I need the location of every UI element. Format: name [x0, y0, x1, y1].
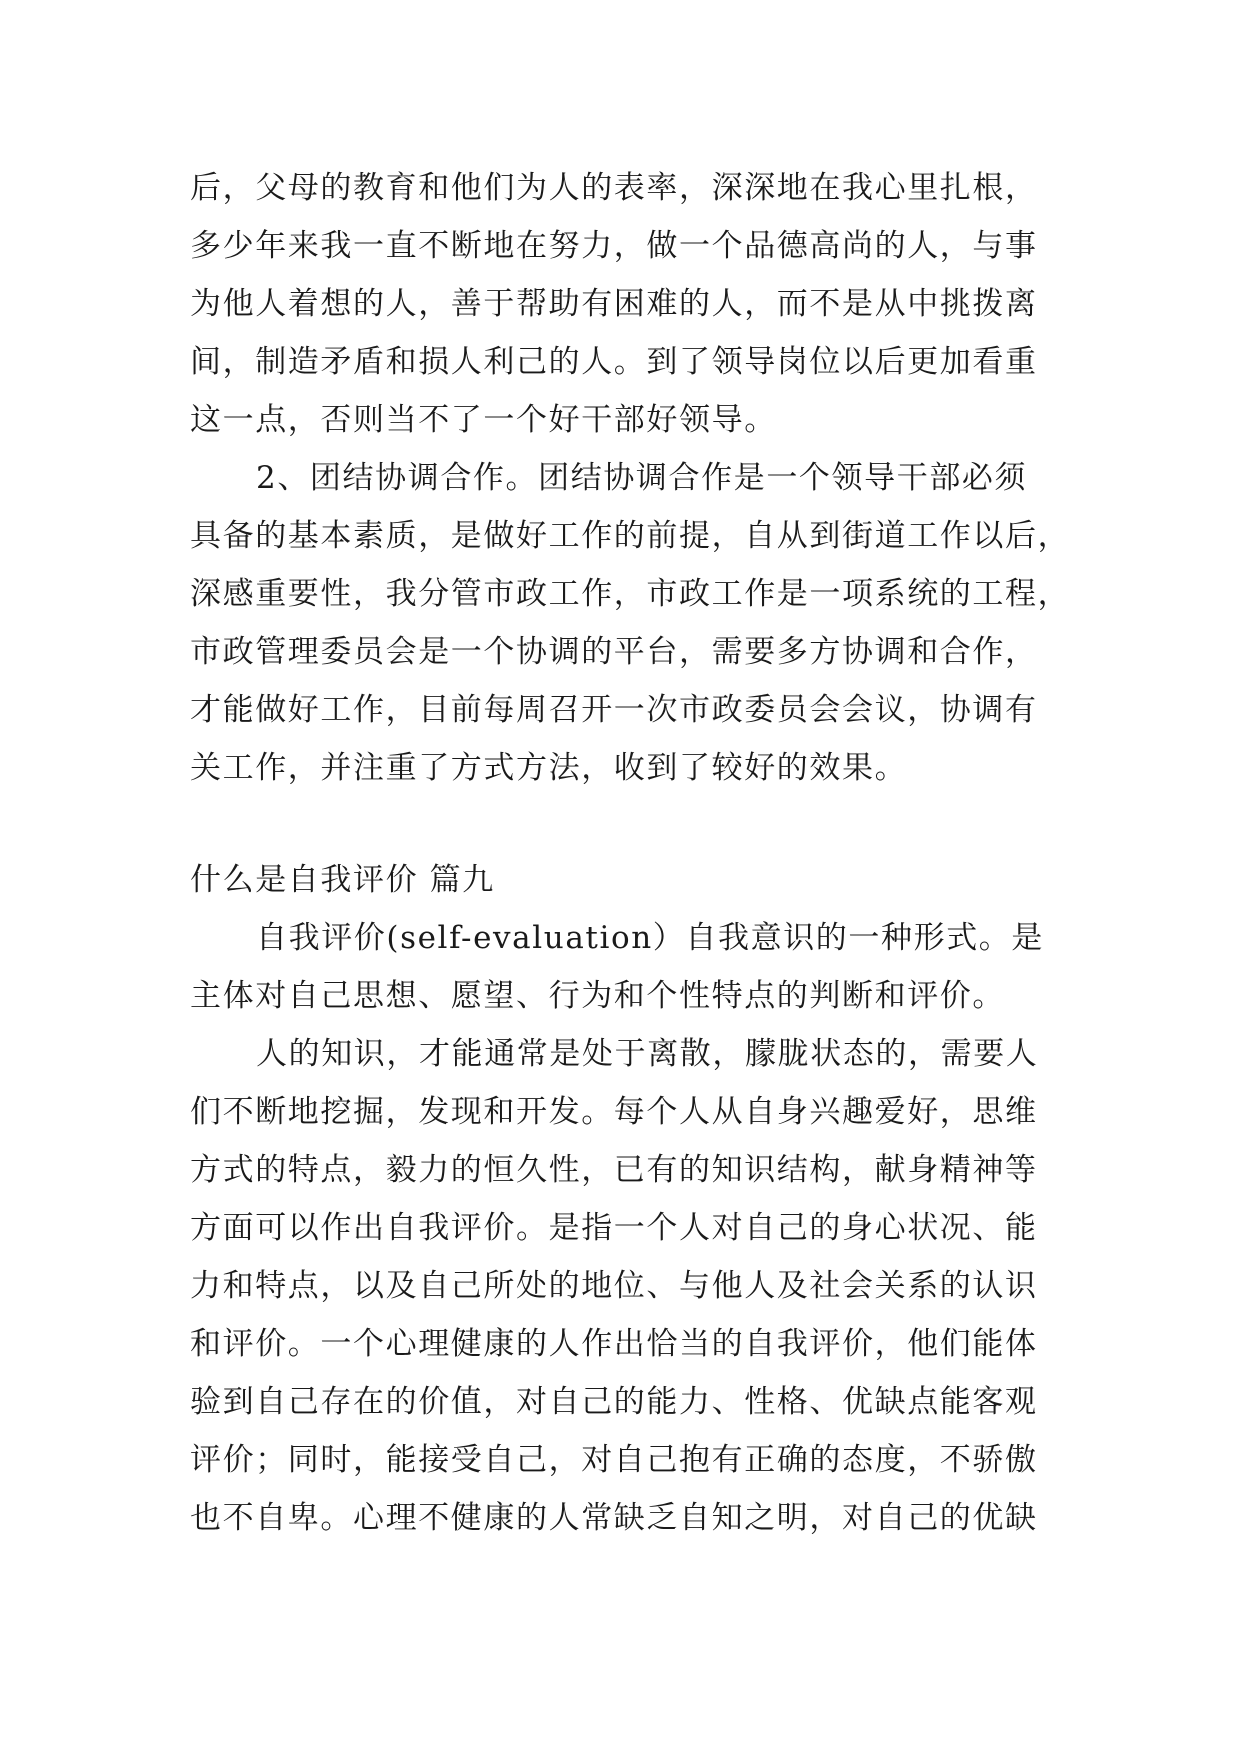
text-line: 这一点，否则当不了一个好干部好领导。: [190, 402, 777, 438]
text-line: 人的知识，才能通常是处于离散，朦胧状态的，需要人: [256, 1036, 1039, 1072]
text-line: 2、团结协调合作。团结协调合作是一个领导干部必须: [256, 460, 1028, 496]
text-line: 市政管理委员会是一个协调的平台，需要多方协调和合作，: [190, 634, 1038, 670]
text-line: 关工作，并注重了方式方法，收到了较好的效果。: [190, 750, 908, 786]
text-line: 也不自卑。心理不健康的人常缺乏自知之明，对自己的优缺: [190, 1500, 1038, 1536]
text-line: 后，父母的教育和他们为人的表率，深深地在我心里扎根，: [190, 170, 1038, 206]
text-line: 为他人着想的人，善于帮助有困难的人，而不是从中挑拨离: [190, 286, 1038, 322]
text-line: 力和特点，以及自己所处的地位、与他人及社会关系的认识: [190, 1268, 1038, 1304]
text-line: 主体对自己思想、愿望、行为和个性特点的判断和评价。: [190, 978, 1005, 1014]
text-line: 多少年来我一直不断地在努力，做一个品德高尚的人，与事: [190, 228, 1038, 264]
text-line: 才能做好工作，目前每周召开一次市政委员会会议，协调有: [190, 692, 1038, 728]
text-line: 评价；同时，能接受自己，对自己抱有正确的态度，不骄傲: [190, 1442, 1038, 1478]
text-line: 和评价。一个心理健康的人作出恰当的自我评价，他们能体: [190, 1326, 1038, 1362]
text-line: 自我评价(self-evaluation）自我意识的一种形式。是: [256, 920, 1045, 956]
text-line: 深感重要性，我分管市政工作，市政工作是一项系统的工程，: [190, 576, 1071, 612]
text-line: 方面可以作出自我评价。是指一个人对自己的身心状况、能: [190, 1210, 1038, 1246]
text-line: 验到自己存在的价值，对自己的能力、性格、优缺点能客观: [190, 1384, 1038, 1420]
text-line: 们不断地挖掘，发现和开发。每个人从自身兴趣爱好，思维: [190, 1094, 1038, 1130]
text-line: 方式的特点，毅力的恒久性，已有的知识结构，献身精神等: [190, 1152, 1038, 1188]
text-line: 间，制造矛盾和损人利己的人。到了领导岗位以后更加看重: [190, 344, 1038, 380]
section-heading: 什么是自我评价 篇九: [190, 862, 495, 898]
text-line: 具备的基本素质，是做好工作的前提，自从到街道工作以后，: [190, 518, 1071, 554]
